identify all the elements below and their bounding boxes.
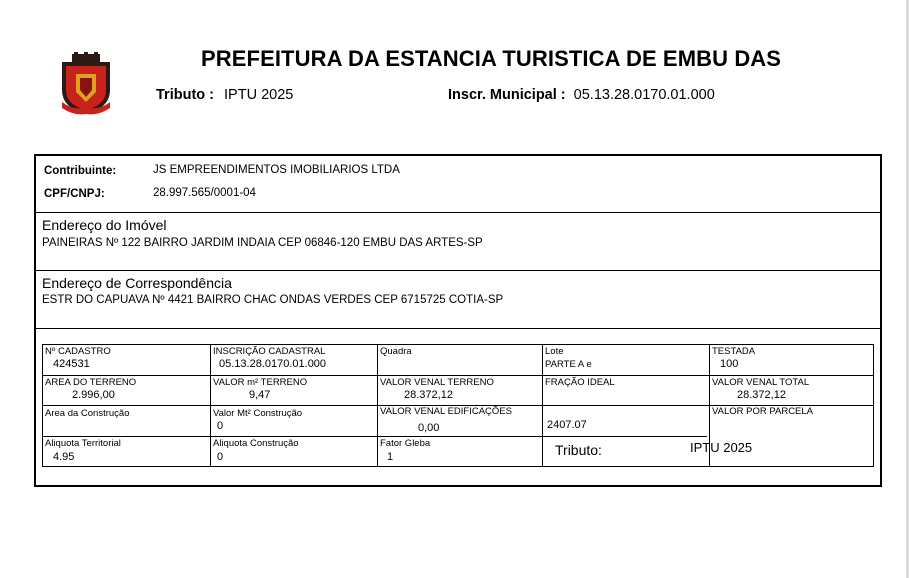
contribuinte-value: JS EMPREENDIMENTOS IMOBILIARIOS LTDA xyxy=(153,164,400,176)
fator-gleba-value: 1 xyxy=(387,451,394,463)
valor-venal-edificacoes-label: VALOR VENAL EDIFICAÇÕES xyxy=(380,406,512,417)
valor-m2-terreno-label: VALOR m² TERRENO xyxy=(213,377,308,388)
fator-gleba-label: Fator Gleba xyxy=(380,438,431,449)
inscricao-label: Inscr. Municipal : xyxy=(448,87,566,103)
property-data-grid xyxy=(42,344,874,467)
quadra-label: Quadra xyxy=(380,346,412,357)
tributo-value: IPTU 2025 xyxy=(224,87,294,103)
inscricao-value: 05.13.28.0170.01.000 xyxy=(573,87,715,103)
inscricao-cadastral-value: 05.13.28.0170.01.000 xyxy=(219,358,327,370)
area-terreno-label: AREA DO TERRENO xyxy=(45,377,137,388)
cpf-value: 28.997.565/0001-04 xyxy=(153,187,256,199)
divider xyxy=(36,212,880,213)
grid-row-divider xyxy=(43,436,707,437)
cadastro-value: 424531 xyxy=(53,358,90,370)
grid-tributo-value: IPTU 2025 xyxy=(690,440,753,455)
aliquota-territorial-label: Aliquota Territorial xyxy=(45,438,121,449)
area-terreno-value: 2.996,00 xyxy=(72,389,115,401)
header-tributo xyxy=(156,87,293,103)
testada-value: 100 xyxy=(720,358,739,370)
endereco-imovel-title: Endereço do Imóvel xyxy=(42,217,167,233)
aliquota-territorial-value: 4.95 xyxy=(53,451,75,463)
municipal-crest-logo xyxy=(58,50,114,116)
lote-value: PARTE A e xyxy=(545,359,592,370)
testada-label: TESTADA xyxy=(712,346,756,357)
header-inscricao xyxy=(448,87,715,103)
taxpayer-box xyxy=(34,154,882,487)
divider xyxy=(36,270,880,271)
divider xyxy=(36,328,880,329)
valor-venal-total-value: 28.372,12 xyxy=(737,389,786,401)
valor-por-parcela-label: VALOR POR PARCELA xyxy=(712,406,814,417)
cadastro-label: Nº CADASTRO xyxy=(45,346,111,357)
valor-venal-terreno-value: 28.372,12 xyxy=(404,389,453,401)
endereco-correspondencia-title: Endereço de Correspondência xyxy=(42,275,232,291)
valor-m2-terreno-value: 9,47 xyxy=(249,389,271,401)
grid-row-divider xyxy=(43,375,873,376)
aliquota-construcao-label: Aliquota Construção xyxy=(213,438,299,449)
valor-m2-construcao-label: Valor Mt² Construção xyxy=(213,408,303,419)
endereco-correspondencia-value: ESTR DO CAPUAVA Nº 4421 BAIRRO CHAC ONDAS VERDES CEP 6715725 COTIA-SP xyxy=(42,294,504,306)
inscricao-cadastral-label: INSCRIÇÃO CADASTRAL xyxy=(213,346,326,357)
cpf-label: CPF/CNPJ: xyxy=(44,188,105,200)
endereco-imovel-value: PAINEIRAS Nº 122 BAIRRO JARDIM INDAIA CEP 06846-120 EMBU DAS ARTES-SP xyxy=(42,237,483,249)
grid-tributo-label: Tributo: xyxy=(555,442,602,458)
lote-label: Lote xyxy=(545,346,564,357)
valor-venal-edificacoes-value: 0,00 xyxy=(418,422,440,434)
contribuinte-label: Contribuinte: xyxy=(44,165,117,177)
fracao-ideal-value: 2407.07 xyxy=(547,419,587,431)
valor-venal-terreno-label: VALOR VENAL TERRENO xyxy=(380,377,494,388)
page-title: PREFEITURA DA ESTANCIA TURISTICA DE EMBU DAS xyxy=(201,46,782,71)
area-construcao-label: Area da Construção xyxy=(45,408,130,419)
aliquota-construcao-value: 0 xyxy=(217,451,224,463)
valor-venal-total-label: VALOR VENAL TOTAL xyxy=(712,377,810,388)
tributo-label: Tributo : xyxy=(156,87,214,103)
valor-m2-construcao-value: 0 xyxy=(217,420,224,432)
fracao-ideal-label: FRAÇÃO IDEAL xyxy=(545,377,615,388)
